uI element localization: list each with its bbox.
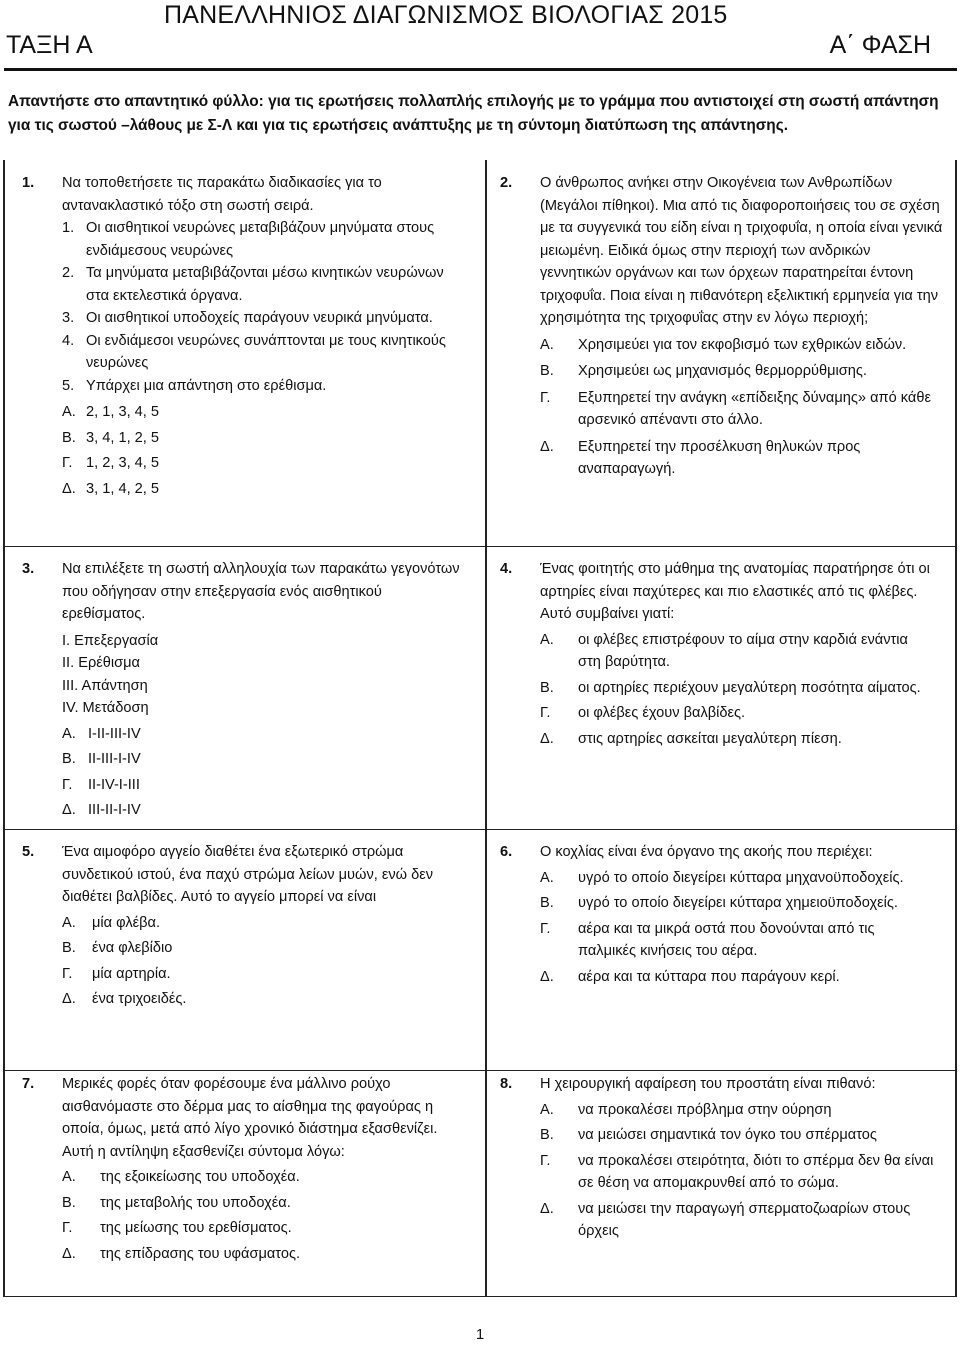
answer-option: Δ. 3, 1, 4, 2, 5: [62, 480, 160, 497]
question-number: 5.: [22, 844, 35, 860]
answer-option: Γ. Εξυπηρετεί την ανάγκη «επίδειξης δύναμης» από κάθε αρσενικό απέναντι στο άλλο.: [540, 389, 931, 428]
answer-option: Γ. ΙΙ-ΙV-Ι-ΙΙΙ: [62, 776, 140, 793]
question-number: 1.: [22, 175, 35, 191]
question-stem: Ένα αιμοφόρο αγγείο διαθέτει ένα εξωτερικό στρώμα συνδετικού ιστού, ένα παχύ στρώμα λείων μυών, ενώ δεν διαθέτει βαλβίδες. Αυτό το αγγείο μπορεί να είναι: [62, 844, 434, 905]
answer-option: Β. 3, 4, 1, 2, 5: [62, 429, 160, 446]
table-border-center: [485, 160, 487, 1297]
question-number: 3.: [22, 561, 35, 577]
answer-option: Γ. μία αρτηρία.: [62, 965, 171, 982]
step-item: 2. Τα μηνύματα μεταβιβάζονται μέσω κινητικών νευρώνων στα εκτελεστικά όργανα.: [62, 265, 444, 304]
answer-option: Δ. στις αρτηρίες ασκείται μεγαλύτερη πίεση.: [540, 730, 842, 747]
table-bottom-border: [3, 1296, 957, 1297]
answer-option: Γ. αέρα και τα μικρά οστά που δονούνται από τις παλμικές κινήσεις του αέρα.: [540, 920, 875, 959]
answer-option: Α. να προκαλέσει πρόβλημα στην ούρηση: [540, 1101, 832, 1118]
answer-option: Β. Χρησιμεύει ως μηχανισμός θερμορρύθμισης.: [540, 363, 867, 379]
answer-option: Α. Χρησιμεύει για τον εκφοβισμό των εχθρικών ειδών.: [540, 336, 907, 353]
phase-label: Α΄ ΦΑΣΗ: [829, 31, 931, 59]
step-item: 5. Υπάρχει μια απάντηση στο ερέθισμα.: [62, 377, 327, 394]
answer-option: Α. μία φλέβα.: [62, 914, 161, 931]
step-item: 4. Οι ενδιάμεσοι νευρώνες συνάπτονται με τους κινητικούς νευρώνες: [62, 332, 446, 371]
table-row-divider: [3, 1070, 957, 1071]
page-title: ΠΑΝΕΛΛΗΝΙΟΣ ΔΙΑΓΩΝΙΣΜΟΣ ΒΙΟΛΟΓΙΑΣ 2015: [164, 1, 728, 29]
sequence-item: ΙΙΙ. Απάντηση: [62, 677, 148, 694]
question-number: 6.: [500, 844, 513, 860]
answer-option: Α. υγρό το οποίο διεγείρει κύτταρα μηχανοϋποδοχείς.: [540, 869, 904, 886]
question-stem: Ένας φοιτητής στο μάθημα της ανατομίας παρατήρησε ότι οι αρτηρίες είναι παχύτερες και πιο ελαστικές από τις φλέβες. Αυτό συμβαίνει γιατί:: [540, 561, 930, 622]
question-stem: Η χειρουργική αφαίρεση του προστάτη είναι πιθανό:: [540, 1076, 876, 1092]
table-row-divider: [3, 546, 957, 547]
answer-option: Δ. ΙΙΙ-ΙΙ-Ι-ΙV: [62, 802, 141, 818]
question-stem: Να επιλέξετε τη σωστή αλληλουχία των παρακάτω γεγονότων που οδήγησαν στην επεξεργασία ενός αισθητικού ερεθίσματος.: [62, 561, 460, 622]
table-border-right: [955, 160, 957, 1297]
answer-option: Γ. 1, 2, 3, 4, 5: [62, 455, 160, 471]
question-number: 7.: [22, 1076, 35, 1092]
table-row-divider: [3, 829, 957, 830]
question-number: 4.: [500, 561, 513, 577]
answer-option: Δ. αέρα και τα κύτταρα που παράγουν κερί.: [540, 968, 840, 985]
sequence-item: ΙV. Μετάδοση: [62, 700, 149, 716]
answer-option: Β. ένα φλεβίδιο: [62, 940, 173, 956]
class-label: ΤΑΞΗ Α: [6, 31, 93, 59]
answer-option: Β. οι αρτηρίες περιέχουν μεγαλύτερη ποσότητα αίματος.: [540, 679, 921, 696]
table-border-left: [3, 160, 5, 1297]
answer-option: Γ. να προκαλέσει στειρότητα, διότι το σπέρμα δεν θα είναι σε θέση να απομακρυνθεί από το σώμα.: [540, 1152, 934, 1191]
question-stem: Ο κοχλίας είναι ένα όργανο της ακοής που περιέχει:: [540, 844, 873, 860]
page-number: 1: [475, 1326, 485, 1343]
question-number: 2.: [500, 175, 513, 191]
answer-option: Δ. να μειώσει την παραγωγή σπερματοζωαρίων στους όρχεις: [540, 1200, 911, 1239]
question-stem: Μερικές φορές όταν φορέσουμε ένα μάλλινο ρούχο αισθανόμαστε στο δέρμα μας το αίσθημα της φαγούρας η οποία, όμως, μετά από λίγο χρονικό διάστημα εξασθενίζει. Αυτή η αντίληψη εξασθενίζει σύντομα λόγω:: [62, 1076, 438, 1160]
answer-option: Β. ΙΙ-ΙΙΙ-Ι-ΙV: [62, 751, 141, 767]
answer-option: Α. Ι-ΙΙ-ΙΙΙ-ΙV: [62, 725, 141, 742]
sequence-item: ΙΙ. Ερέθισμα: [62, 655, 140, 671]
answer-option: Β. να μειώσει σημαντικά τον όγκο του σπέρματος: [540, 1127, 877, 1143]
header-divider: [4, 68, 957, 71]
answer-option: Α. οι φλέβες επιστρέφουν το αίμα στην καρδιά ενάντια στη βαρύτητα.: [540, 631, 908, 670]
answer-option: Α. 2, 1, 3, 4, 5: [62, 404, 160, 420]
answer-option: Α. της εξοικείωσης του υποδοχέα.: [62, 1169, 300, 1185]
question-number: 8.: [500, 1076, 513, 1092]
instructions-text: Απαντήστε στο απαντητικό φύλλο: για τις ερωτήσεις πολλαπλής επιλογής με το γράμμα που αντιστοιχεί στη σωστή απάντηση για τις σωστού –λάθους με Σ-Λ και για τις ερωτήσεις ανάπτυξης με τη σύντομη διατύπωση της απάντησης.: [8, 93, 939, 134]
step-item: 1. Οι αισθητικοί νευρώνες μεταβιβάζουν μηνύματα στους ενδιάμεσους νευρώνες: [62, 220, 435, 259]
answer-option: Δ. ένα τριχοειδές.: [62, 991, 187, 1007]
answer-option: Δ. Εξυπηρετεί την προσέλκυση θηλυκών προς αναπαραγωγή.: [540, 438, 861, 477]
question-stem: Ο άνθρωπος ανήκει στην Οικογένεια των Ανθρωπίδων (Μεγάλοι πίθηκοι). Μια από τις διαφοροποιήσεις του σε σχέση με τα συγγενικά του είδη είναι η τριχοφυΐα, η οποία είναι γενικά μειωμένη. Ειδικά όμως στην περιοχή των ανδρικών γεννητικών οργάνων και των όρχεων παρατηρείται έντονη τριχοφυΐα. Ποια είναι η πιθανότερη εξελικτική ερμηνεία για την χρησιμότητα της τριχοφυΐας στην εν λόγω περιοχή;: [540, 175, 943, 326]
answer-option: Γ. της μείωσης του ερεθίσματος.: [62, 1220, 292, 1236]
answer-option: Γ. οι φλέβες έχουν βαλβίδες.: [540, 705, 746, 721]
answer-option: Δ. της επίδρασης του υφάσματος.: [62, 1245, 301, 1262]
sequence-item: Ι. Επεξεργασία: [62, 632, 159, 649]
question-stem: Να τοποθετήσετε τις παρακάτω διαδικασίες για το αντανακλαστικό τόξο στη σωστή σειρά.: [62, 175, 382, 214]
step-item: 3. Οι αισθητικοί υποδοχείς παράγουν νευρικά μηνύματα.: [62, 310, 433, 326]
answer-option: Β. υγρό το οποίο διεγείρει κύτταρα χημειοϋποδοχείς.: [540, 895, 898, 911]
answer-option: Β. της μεταβολής του υποδοχέα.: [62, 1194, 291, 1211]
